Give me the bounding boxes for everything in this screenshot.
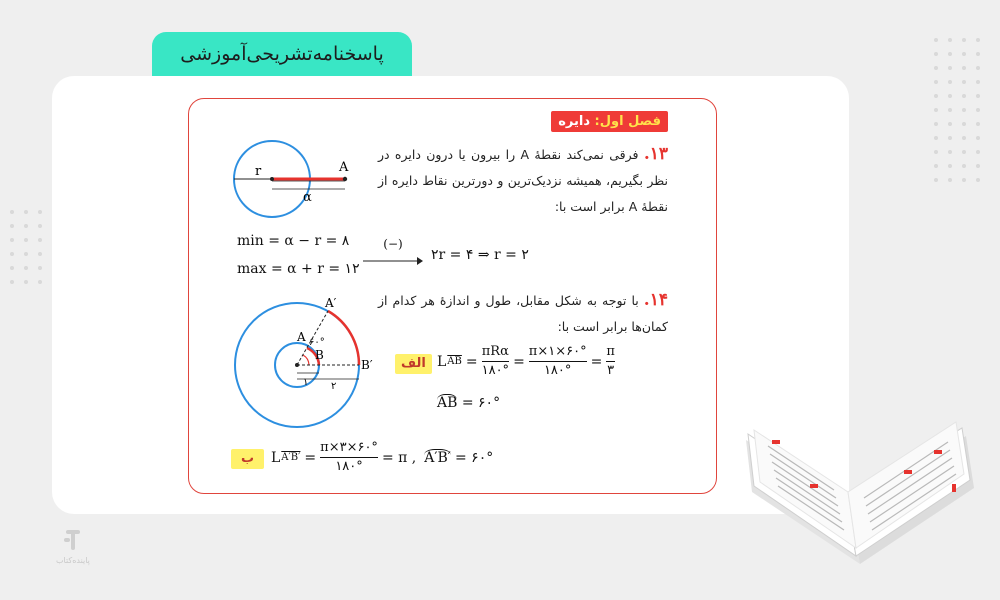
fraction-3-num: π: [606, 343, 615, 362]
decor-dots-left: [10, 210, 56, 284]
fraction-b-num: π×۳×۶۰°: [320, 439, 378, 458]
arc-apbp-label: A′B′: [424, 450, 451, 466]
equals-1: =: [465, 353, 478, 370]
banner-title: پاسخنامه‌تشریحی‌آموزشی: [152, 32, 412, 76]
fraction-b-den: ۱۸۰°: [335, 459, 363, 474]
q14-text: [378, 287, 668, 340]
arc-apbp-value: = ۶۰°: [455, 449, 494, 466]
part-a-formula: [437, 343, 615, 380]
fraction-1: [482, 343, 509, 380]
radius-result: ۲r = ۴ ⇒ r = ۲: [431, 247, 529, 263]
max-equation: max = α + r = ۱۲: [237, 261, 360, 277]
part-b-result: = π ,: [381, 449, 417, 466]
section-label: [551, 111, 668, 132]
section-name: دایره: [558, 114, 590, 129]
q13-body: فرقی نمی‌کند نقطهٔ A را بیرون یا درون دایره در نظر بگیریم، همیشه نزدیک‌ترین و دورترین نقاط دایره از نقطهٔ A برابر است با:: [378, 147, 668, 214]
figure-concentric-circles: [229, 291, 379, 431]
decor-dots-right: [934, 38, 980, 182]
length-subscript-AB: $\overline{AB}$: [447, 356, 462, 367]
fig1-label-r: r: [255, 164, 262, 179]
fraction-1-den: ۱۸۰°: [481, 363, 510, 378]
fig2-label-two: ۲: [331, 381, 337, 392]
fraction-2: [529, 343, 587, 380]
q14-number: ۱۴.: [643, 290, 668, 310]
equals-2: =: [513, 353, 525, 370]
fraction-3: [606, 343, 615, 380]
fig2-label-Bprime: B′: [361, 358, 373, 372]
part-b-formula: [271, 439, 493, 476]
fraction-2-num: π×۱×۶۰°: [529, 343, 587, 362]
q13-number: ۱۳.: [643, 144, 668, 164]
fig1-label-alpha: α: [303, 190, 312, 205]
fig2-label-angle: ۶۰°: [309, 337, 325, 348]
fraction-3-den: ۳: [607, 363, 615, 378]
q14-body: با توجه به شکل مقابل، طول و اندازهٔ هر کدام از کمان‌ها برابر است با:: [378, 293, 668, 334]
brand-logo: [56, 528, 90, 565]
equals-b: =: [304, 449, 317, 466]
part-b-badge: ب: [231, 449, 264, 469]
fig2-label-one: ۱: [303, 377, 309, 388]
arc-ab-label: AB: [437, 395, 458, 411]
arc-ab-measure: [437, 395, 500, 411]
fig2-label-A: A: [297, 330, 306, 344]
figure-circle-point: [229, 137, 369, 222]
arc-ab-value: = ۶۰°: [461, 395, 501, 411]
q13-text: [378, 141, 668, 220]
fig1-label-A: A: [339, 160, 349, 175]
subtract-arrow: [363, 237, 423, 270]
part-a-badge: الف: [395, 354, 432, 374]
arrow-label: (−): [383, 237, 403, 251]
fraction-2-den: ۱۸۰°: [543, 363, 572, 378]
open-book-illustration: [744, 388, 976, 564]
length-subscript-ApBp: A′B′: [281, 452, 301, 463]
fraction-1-num: πRα: [482, 343, 509, 362]
answer-sheet: [188, 98, 717, 494]
fig2-label-B: B: [315, 348, 324, 362]
logo-icon: [62, 528, 84, 554]
min-equation: min = α − r = ۸: [237, 233, 350, 249]
section-prefix: فصل اول:: [594, 114, 661, 129]
length-L-b: L: [271, 449, 281, 466]
fraction-b: [320, 439, 378, 476]
equals-3: =: [590, 353, 603, 370]
logo-text: پاینده‌کتاب: [56, 556, 90, 565]
fig2-label-Aprime: A′: [325, 296, 337, 310]
length-L: L: [437, 353, 447, 370]
